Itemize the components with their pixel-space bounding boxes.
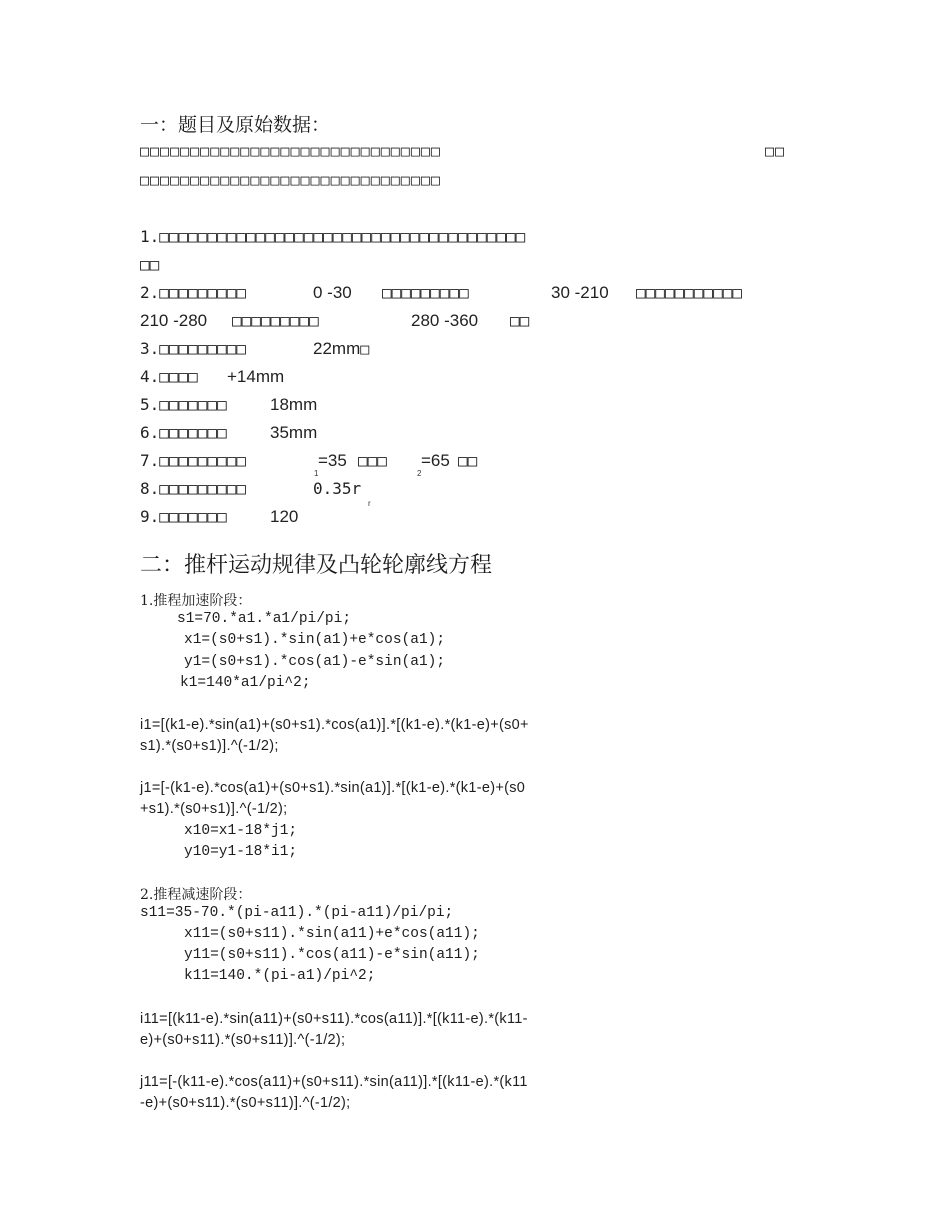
- subscript: 2: [417, 469, 422, 478]
- code-line: j1=[-(k1-e).*cos(a1)+(s0+s1).*sin(a1)].*[(k1-e).*(k1-e)+(s0: [140, 780, 526, 796]
- garbled-text: □□□□□□□: [159, 507, 227, 526]
- value-text: 22mm: [313, 339, 361, 358]
- angle-value-1: =35: [318, 451, 347, 470]
- list-item: [140, 423, 227, 442]
- subscript: 1: [314, 469, 319, 478]
- item-number: 1.: [140, 227, 160, 246]
- garbled-text: □□□□□□□: [159, 395, 227, 414]
- item-value: 0.35r: [313, 479, 362, 498]
- item-number: 5.: [140, 395, 160, 414]
- phase-angle-4: 280 -360: [411, 311, 479, 330]
- list-item: [140, 227, 525, 246]
- code-line: y11=(s0+s11).*cos(a11)-e*sin(a11);: [184, 947, 480, 963]
- garbled-text: □□□□□□□□□: [382, 283, 469, 302]
- garbled-text: □□□□□□□□□□□: [636, 283, 742, 302]
- code-line: j11=[-(k11-e).*cos(a11)+(s0+s11).*sin(a11)].*[(k11-e).*(k11: [140, 1074, 528, 1090]
- item-value: 18mm: [270, 395, 318, 414]
- code-line: s1).*(s0+s1)].^(-1/2);: [140, 738, 279, 754]
- list-item: [140, 451, 246, 470]
- code-line: s1=70.*a1.*a1/pi/pi;: [177, 611, 352, 627]
- garbled-text-line: □□□□□□□□□□□□□□□□□□□□□□□□□□□□□□: [140, 171, 441, 189]
- section2-title: 二：推杆运动规律及凸轮轮廓线方程: [140, 553, 493, 578]
- subscript: r: [368, 499, 371, 508]
- item-number: 9.: [140, 507, 160, 526]
- code-line: k1=140*a1/pi^2;: [180, 675, 311, 691]
- item-number: 4.: [140, 367, 160, 386]
- list-item: [140, 367, 198, 386]
- garbled-text: □□□□□□□□□: [159, 283, 246, 302]
- phase-angle-3: 210 -280: [140, 311, 208, 330]
- code-line: s11=35-70.*(pi-a11).*(pi-a11)/pi/pi;: [140, 905, 454, 921]
- garbled-text: □□□□□□□□□: [159, 339, 246, 358]
- code-line: y10=y1-18*i1;: [184, 844, 298, 860]
- garbled-text: □□□□□□□□□: [159, 451, 246, 470]
- garbled-text: □□□□□□□□□□□□□□□□□□□□□□□□□□□□□□□□□□□□□□: [159, 227, 526, 246]
- garbled-text: □□□□□□□□□: [159, 479, 246, 498]
- code-line: +s1).*(s0+s1)].^(-1/2);: [140, 801, 288, 817]
- garbled-text: □□: [140, 255, 160, 274]
- code-line: -e)+(s0+s11).*(s0+s11)].^(-1/2);: [140, 1095, 351, 1111]
- part2-label: 2.推程减速阶段：: [140, 887, 252, 903]
- garbled-text: □□□□□□□□□: [232, 311, 319, 330]
- code-line: x1=(s0+s1).*sin(a1)+e*cos(a1);: [184, 632, 446, 648]
- phase-angle-2: 30 -210: [551, 283, 609, 302]
- angle-value-2: =65: [421, 451, 450, 470]
- garbled-text: □□□□: [159, 367, 198, 386]
- garbled-text: □□: [458, 451, 478, 470]
- code-line: x10=x1-18*j1;: [184, 823, 298, 839]
- code-line: y1=(s0+s1).*cos(a1)-e*sin(a1);: [184, 654, 446, 670]
- list-item: [140, 507, 227, 526]
- code-line: i1=[(k1-e).*sin(a1)+(s0+s1).*cos(a1)].*[(k1-e).*(k1-e)+(s0+: [140, 717, 529, 733]
- phase-angle-1: 0 -30: [313, 283, 352, 302]
- list-item: [140, 283, 246, 302]
- garbled-text: □□: [510, 311, 530, 330]
- code-line: k11=140.*(pi-a1)/pi^2;: [184, 968, 376, 984]
- item-number: 6.: [140, 423, 160, 442]
- garbled-text: □□□□□□□: [159, 423, 227, 442]
- garbled-text: □: [360, 340, 370, 358]
- garbled-text-line: □□□□□□□□□□□□□□□□□□□□□□□□□□□□□□: [140, 142, 441, 160]
- code-line: x11=(s0+s11).*sin(a11)+e*cos(a11);: [184, 926, 480, 942]
- item-number: 8.: [140, 479, 160, 498]
- part1-label: 1.推程加速阶段：: [140, 593, 252, 609]
- section1-title: 一：题目及原始数据：: [140, 114, 331, 136]
- item-value: 35mm: [270, 423, 318, 442]
- item-value: 120: [270, 507, 299, 526]
- garbled-text: □□□: [358, 451, 387, 470]
- item-value: +14mm: [227, 367, 285, 386]
- list-item: [140, 479, 246, 498]
- garbled-text-line-end: □□: [765, 142, 786, 160]
- item-number: 7.: [140, 451, 160, 470]
- item-number: 2.: [140, 283, 160, 302]
- code-line: e)+(s0+s11).*(s0+s11)].^(-1/2);: [140, 1032, 346, 1048]
- code-line: i11=[(k11-e).*sin(a11)+(s0+s11).*cos(a11)].*[(k11-e).*(k11-: [140, 1011, 528, 1027]
- list-item: [140, 339, 246, 358]
- item-number: 3.: [140, 339, 160, 358]
- item-value: [313, 339, 369, 359]
- list-item: [140, 395, 227, 414]
